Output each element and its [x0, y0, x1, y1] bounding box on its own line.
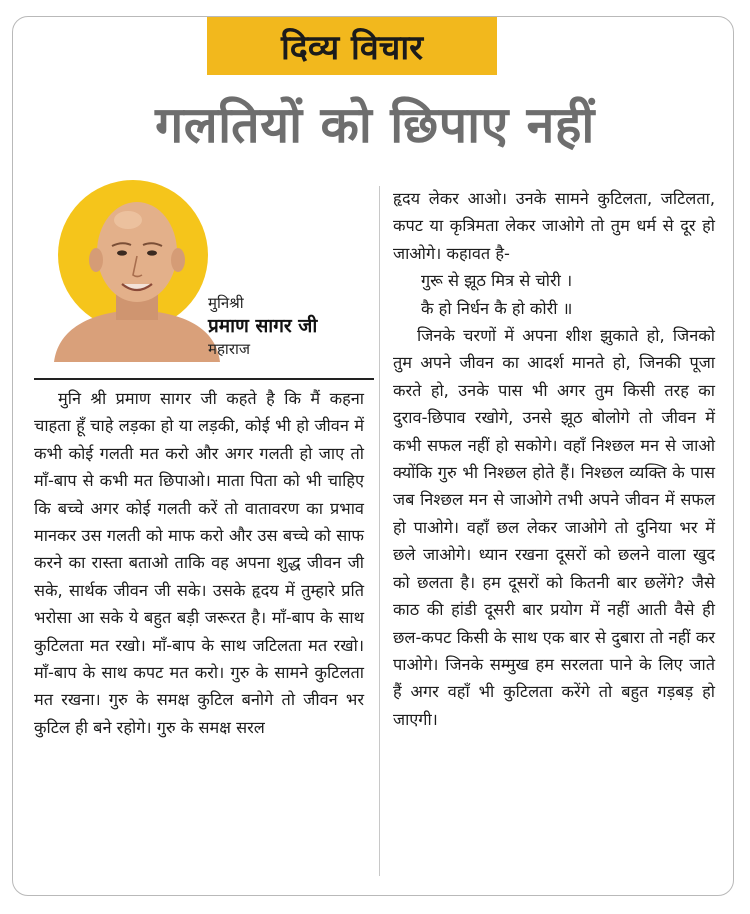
author-name: प्रमाण सागर जी	[208, 315, 318, 337]
author-caption	[208, 292, 317, 361]
section-label: दिव्य विचार	[280, 28, 424, 68]
couplet-line-2: कै हो निर्धन कै हो कोरी ॥	[421, 298, 573, 318]
article-left-column	[34, 385, 364, 741]
headline: गलतियों को छिपाए नहीं	[155, 96, 595, 154]
author-photo	[48, 180, 198, 360]
section-banner	[207, 17, 497, 75]
author-title: मुनिश्री	[208, 294, 244, 312]
couplet-line-1: गुरू से झूठ मित्र से चोरी ।	[421, 271, 573, 291]
column-divider	[379, 186, 380, 876]
article-right-column	[393, 185, 715, 733]
left-column-text: मुनि श्री प्रमाण सागर जी कहते है कि मैं कहना चाहता हूँ चाहे लड़का हो या लड़की, कोई भी हो जीवन में कभी कोई गलती मत करो और अगर गलती हो जाए तो माँ-बाप से कभी मत छिपाओ। माता पिता को भी चाहिए कि बच्चे अगर कोई गलती करें तो वातावरण का प्रभाव मानकर उस गलती को माफ करो और उस बच्चे को साफ करने का रास्ता बताओ ताकि वह अपना शुद्ध जीवन जी सके, सार्थक जीवन जी सके। उसके हृदय में तुम्हारे प्रति भरोसा आ सके ये बहुत बड़ी जरूरत है। माँ-बाप के साथ कुटिलता मत रखो। माँ-बाप के साथ जटिलता मत रखो। माँ-बाप के साथ कपट मत करो। गुरु के सामने कुटिलता मत रखना। गुरु के समक्ष कुटिल बनोगे तो जीवन भर कुटिल ही बने रहोगे। गुरु के समक्ष सरल	[34, 389, 364, 737]
right-column-body: जिनके चरणों में अपना शीश झुकाते हो, जिनको तुम अपने जीवन का आदर्श मानते हो, जिनकी पूजा करते हो, उनके पास भी अगर तुम किसी तरह का दुराव-छिपाव रखोगे, उनसे झूठ बोलोगे तो जीवन में कभी सफल नहीं हो सकोगे। वहाँ निश्छल मन से जाओ क्योंकि गुरु भी निश्छल होते हैं। निश्छल व्यक्ति के पास जब निश्छल मन से जाओगे तभी अपने जीवन में सफल हो पाओगे। वहाँ छल लेकर जाओगे तो दुनिया भर में छले जाओगे। ध्यान रखना दूसरों को छलने वाला खुद को छलता है। हम दूसरों को कितनी बार छलेंगे? जैसे काठ की हांडी दूसरी बार प्रयोग में नहीं आती वैसे ही छल-कपट किसी के साथ एक बार से दुबारा तो नहीं कर पाओगे। जिनके सम्मुख हम सरलता पाने के लिए जाते हैं अगर वहाँ भी कुटिलता करेंगे तो बहुत गड़बड़ हो जाएगी।	[393, 326, 715, 729]
right-column-intro: हृदय लेकर आओ। उनके सामने कुटिलता, जटिलता, कपट या कृत्रिमता लेकर जाओगे तो तुम धर्म से दूर हो जाओगे। कहावत है-	[393, 189, 715, 263]
author-suffix: महाराज	[208, 340, 250, 358]
author-portrait-image	[48, 180, 223, 362]
caption-divider	[34, 378, 374, 380]
